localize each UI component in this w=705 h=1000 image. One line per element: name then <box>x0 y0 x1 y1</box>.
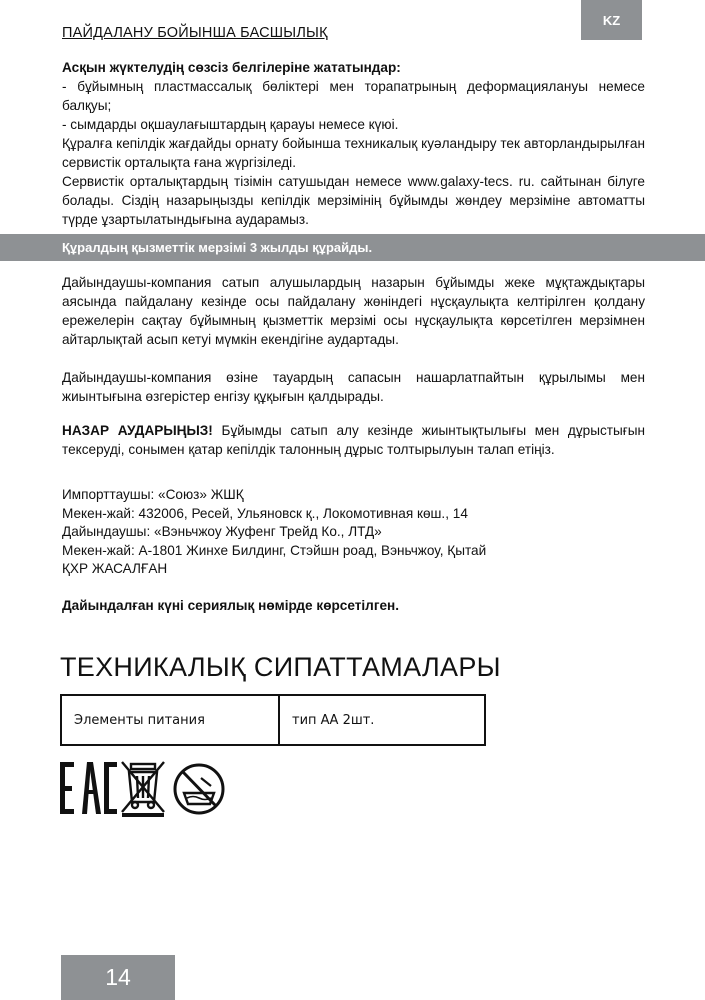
attention-text: Бұйымды сатып алу кезінде жиынтықтылығы мен дұрыстығын тексеруді, сонымен қатар кепілдік талонның дұрыс толтырылуын талап етіңіз. <box>62 423 645 457</box>
manufacture-date-note: Дайындалған күні сериялық нөмірде көрсетілген. <box>62 598 400 613</box>
crossed-bin-icon <box>122 762 164 817</box>
importer-info <box>62 486 645 579</box>
paragraph-service-life: Дайындаушы-компания сатып алушылардың назарын бұйымды жеке мұқтаждықтары аясында пайдалану кезінде осы пайдалану жөніндегі нұсқаулықта келтірілген қолдану ережелерін сақтау бұйымның қызметтік мерзімі осы нұсқаулықта көрсетілген мерзімнен айтарлықтай асып кетуі мүмкін екендігіне аудартады. <box>62 275 645 347</box>
table-row <box>61 695 485 745</box>
warranty-paragraph-1: Құралға кепілдік жағдайды орнату бойынша техникалық куәландыру тек авторландырылған сервистік орталықта ғана жүргізіледі. <box>62 136 645 170</box>
page-header-title: ПАЙДАЛАНУ БОЙЫНША БАСШЫЛЫҚ <box>62 25 328 41</box>
warranty-paragraph-2: Сервистік орталықтардың тізімін сатушыдан немесе www.galaxy-tecs. ru. сайтынан білуге болады. Сіздің назарыңызды кепілдік мерзімінің бұйымды жөндеу мерзіміне автоматты түрде ұзартылатындығына аударамыз. <box>62 174 645 227</box>
no-water-icon <box>175 765 223 813</box>
certification-icons <box>60 760 230 823</box>
manufacturer-address-line: Мекен-жай: А-1801 Жинхе Билдинг, Стэйшн роад, Вэньчжоу, Қытай <box>62 542 487 558</box>
spec-label: Элементы питания <box>61 695 279 745</box>
attention-label: НАЗАР АУДАРЫҢЫЗ! <box>62 423 213 438</box>
manufacturer-line: Дайындаушы: «Вэньчжоу Жуфенг Трейд Ко., ЛТД» <box>62 524 382 540</box>
importer-address-line: Мекен-жай: 432006, Ресей, Ульяновск қ., Локомотивная көш., 14 <box>62 505 468 521</box>
spec-value: тип АА 2шт. <box>279 695 485 745</box>
service-life-bar <box>0 234 705 261</box>
paragraph-changes: Дайындаушы-компания өзіне тауардың сапасын нашарлатпайтын құрылымы мен жиынтығына өзгерістер енгізу құқығын қалдырады. <box>62 370 645 404</box>
warranty-heading: Асқын жүктелудің сөзсіз белгілеріне жататындар: <box>62 60 401 75</box>
warranty-section <box>62 58 645 229</box>
paragraph-attention <box>62 421 645 459</box>
specs-table <box>60 694 486 746</box>
country-line: ҚХР ЖАСАЛҒАН <box>62 561 168 577</box>
language-tab: KZ <box>581 0 642 40</box>
importer-line: Импорттаушы: «Союз» ЖШҚ <box>62 487 244 502</box>
warranty-line-1: - бұйымның пластмассалық бөліктері мен торапатрының деформациялануы немесе балқуы; <box>62 79 645 113</box>
eac-mark-icon <box>60 762 117 814</box>
service-life-text: Құралдың қызметтік мерзімі 3 жылды құрайды. <box>62 240 373 255</box>
page-number: 14 <box>61 955 175 1000</box>
icon-strip <box>60 760 230 818</box>
specs-title: ТЕХНИКАЛЫҚ СИПАТТАМАЛАРЫ <box>60 652 501 682</box>
warranty-line-2: - сымдарды оқшаулағыштардың қарауы немесе күюі. <box>62 117 399 132</box>
